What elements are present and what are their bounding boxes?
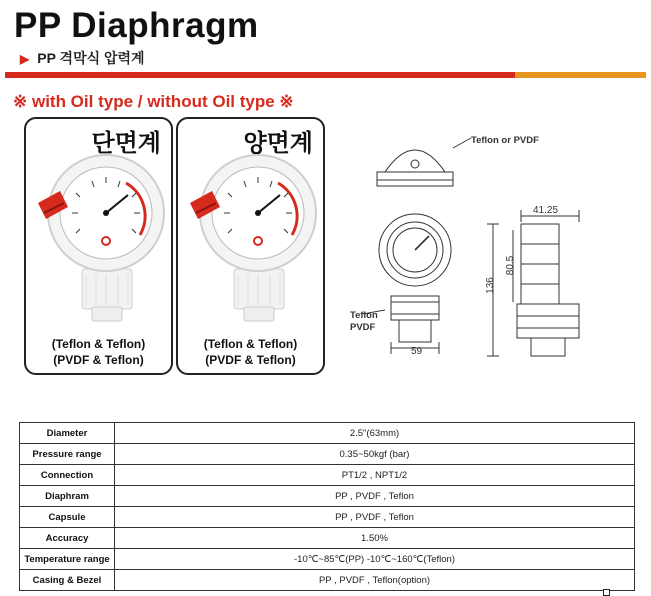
table-row <box>20 423 635 444</box>
spec-key: Accuracy <box>20 528 115 549</box>
spec-value: PP , PVDF , Teflon <box>115 507 635 528</box>
spec-key: Diameter <box>20 423 115 444</box>
triangle-bullet-icon: ▶ <box>20 52 30 66</box>
dimension-drawing <box>345 120 645 365</box>
gauge-card-single <box>24 117 173 375</box>
card-title: 단면계 <box>91 130 161 157</box>
gauge-card-double <box>176 117 325 375</box>
dim-depth: 41.25 <box>533 205 559 216</box>
spec-key: Connection <box>20 465 115 486</box>
spec-value: 1.50% <box>115 528 635 549</box>
dim-inner: 80.5 <box>505 255 517 276</box>
card-title: 양면계 <box>243 130 313 157</box>
dim-width: 59 <box>411 346 423 357</box>
technical-drawing <box>345 120 645 370</box>
spec-key: Casing & Bezel <box>20 570 115 591</box>
table-row <box>20 507 635 528</box>
spec-value: PP , PVDF , Teflon <box>115 486 635 507</box>
page-subtitle <box>20 48 145 68</box>
table-row <box>20 528 635 549</box>
spec-key: Temperature range <box>20 549 115 570</box>
spec-value: PP , PVDF , Teflon(option) <box>115 570 635 591</box>
spec-key: Capsule <box>20 507 115 528</box>
card-caption-line-2: (PVDF & Teflon) <box>205 353 296 367</box>
page-title: PP Diaphragm <box>14 6 259 45</box>
spec-value: PT1/2 , NPT1/2 <box>115 465 635 486</box>
spec-table <box>19 422 635 591</box>
pressure-gauge-image <box>34 151 166 331</box>
card-caption-line-1: (Teflon & Teflon) <box>51 337 146 351</box>
spec-value: -10℃~85℃(PP) -10℃~160℃(Teflon) <box>115 549 635 570</box>
pressure-gauge-image <box>186 151 318 331</box>
card-caption-line-1: (Teflon & Teflon) <box>203 337 298 351</box>
oil-type-label: ※ with Oil type / without Oil type ※ <box>13 92 294 111</box>
spec-value: 2.5"(63mm) <box>115 423 635 444</box>
spec-value: 0.35~50kgf (bar) <box>115 444 635 465</box>
spec-key: Diaphram <box>20 486 115 507</box>
table-row <box>20 465 635 486</box>
dim-height: 136 <box>484 277 496 294</box>
drawing-label-material: Teflon or PVDF <box>471 135 539 146</box>
header-divider <box>5 72 646 78</box>
spec-key: Pressure range <box>20 444 115 465</box>
table-row <box>20 549 635 570</box>
drawing-label-pvdf: PVDF <box>350 322 376 333</box>
card-caption-line-2: (PVDF & Teflon) <box>53 353 144 367</box>
header-divider-accent <box>515 72 646 78</box>
table-row <box>20 486 635 507</box>
drawing-label-teflon: Teflon <box>350 310 378 321</box>
table-row <box>20 444 635 465</box>
table-row <box>20 570 635 591</box>
resize-handle[interactable] <box>603 589 610 596</box>
subtitle-text: PP 격막식 압력계 <box>37 50 145 66</box>
